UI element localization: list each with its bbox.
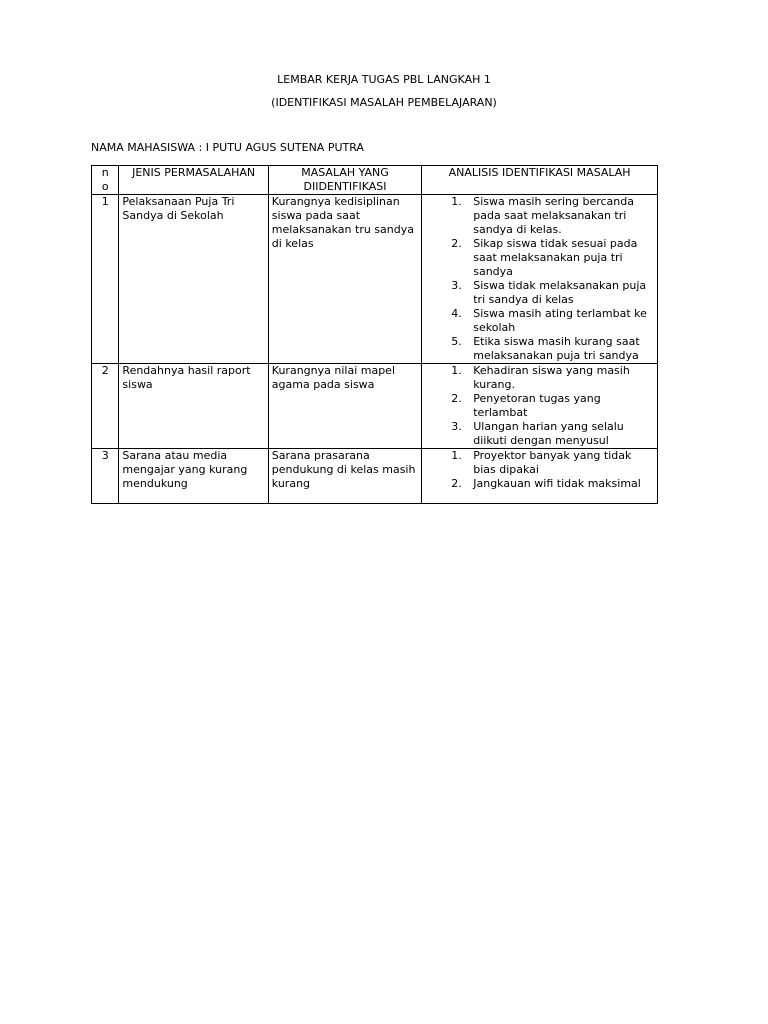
list-number: 5. <box>451 335 462 348</box>
masalah-cell: Kurangnya kedisiplinan siswa pada saat melaksanakan tru sandya di kelas <box>268 195 421 364</box>
list-text: Siswa tidak melaksanakan puja tri sandya di kelas <box>473 279 647 306</box>
table-row <box>92 195 658 364</box>
list-number: 1. <box>451 364 462 377</box>
list-number: 1. <box>451 449 462 462</box>
list-number: 4. <box>451 307 462 320</box>
document-subtitle: (IDENTIFIKASI MASALAH PEMBELAJARAN) <box>271 96 497 109</box>
analisis-list <box>425 195 654 363</box>
header-jenis: JENIS PERMASALAHAN <box>119 166 268 195</box>
list-number: 2. <box>451 237 462 250</box>
analisis-list <box>425 449 654 491</box>
list-text: Jangkauan wifi tidak maksimal <box>473 477 641 490</box>
problem-identification-table <box>91 165 658 504</box>
list-text: Sikap siswa tidak sesuai pada saat melaksanakan puja tri sandya <box>473 237 638 278</box>
table-row <box>92 449 658 504</box>
list-number: 2. <box>451 392 462 405</box>
analisis-cell <box>422 449 658 504</box>
list-number: 3. <box>451 279 462 292</box>
list-number: 3. <box>451 420 462 433</box>
list-text: Proyektor banyak yang tidak bias dipakai <box>473 449 632 476</box>
row-number: 3 <box>92 449 119 504</box>
jenis-cell: Rendahnya hasil raport siswa <box>119 364 268 449</box>
table-header-row <box>92 166 658 195</box>
list-item <box>451 237 654 279</box>
jenis-cell: Pelaksanaan Puja Tri Sandya di Sekolah <box>119 195 268 364</box>
list-item <box>451 195 654 237</box>
header-no: n o <box>92 166 119 195</box>
list-item <box>451 420 654 448</box>
list-text: Siswa masih sering bercanda pada saat melaksanakan tri sandya di kelas. <box>473 195 634 236</box>
masalah-cell: Kurangnya nilai mapel agama pada siswa <box>268 364 421 449</box>
list-number: 2. <box>451 477 462 490</box>
list-item <box>451 477 654 491</box>
analisis-cell <box>422 195 658 364</box>
table-row <box>92 364 658 449</box>
list-text: Penyetoran tugas yang terlambat <box>473 392 601 419</box>
list-item <box>451 392 654 420</box>
header-analisis: ANALISIS IDENTIFIKASI MASALAH <box>422 166 658 195</box>
analisis-list <box>425 364 654 448</box>
list-item <box>451 364 654 392</box>
document-title: LEMBAR KERJA TUGAS PBL LANGKAH 1 <box>277 73 491 86</box>
list-item <box>451 279 654 307</box>
list-text: Siswa masih ating terlambat ke sekolah <box>473 307 647 334</box>
list-text: Kehadiran siswa yang masih kurang. <box>473 364 630 391</box>
list-text: Etika siswa masih kurang saat melaksanakan puja tri sandya <box>473 335 640 362</box>
list-item <box>451 335 654 363</box>
list-item <box>451 449 654 477</box>
list-number: 1. <box>451 195 462 208</box>
list-item <box>451 307 654 335</box>
header-masalah: MASALAH YANG DIIDENTIFIKASI <box>268 166 421 195</box>
jenis-cell: Sarana atau media mengajar yang kurang mendukung <box>119 449 268 504</box>
masalah-cell: Sarana prasarana pendukung di kelas masih kurang <box>268 449 421 504</box>
row-number: 1 <box>92 195 119 364</box>
list-text: Ulangan harian yang selalu diikuti dengan menyusul <box>473 420 624 447</box>
row-number: 2 <box>92 364 119 449</box>
student-name-line: NAMA MAHASISWA : I PUTU AGUS SUTENA PUTRA <box>91 141 364 154</box>
analisis-cell <box>422 364 658 449</box>
